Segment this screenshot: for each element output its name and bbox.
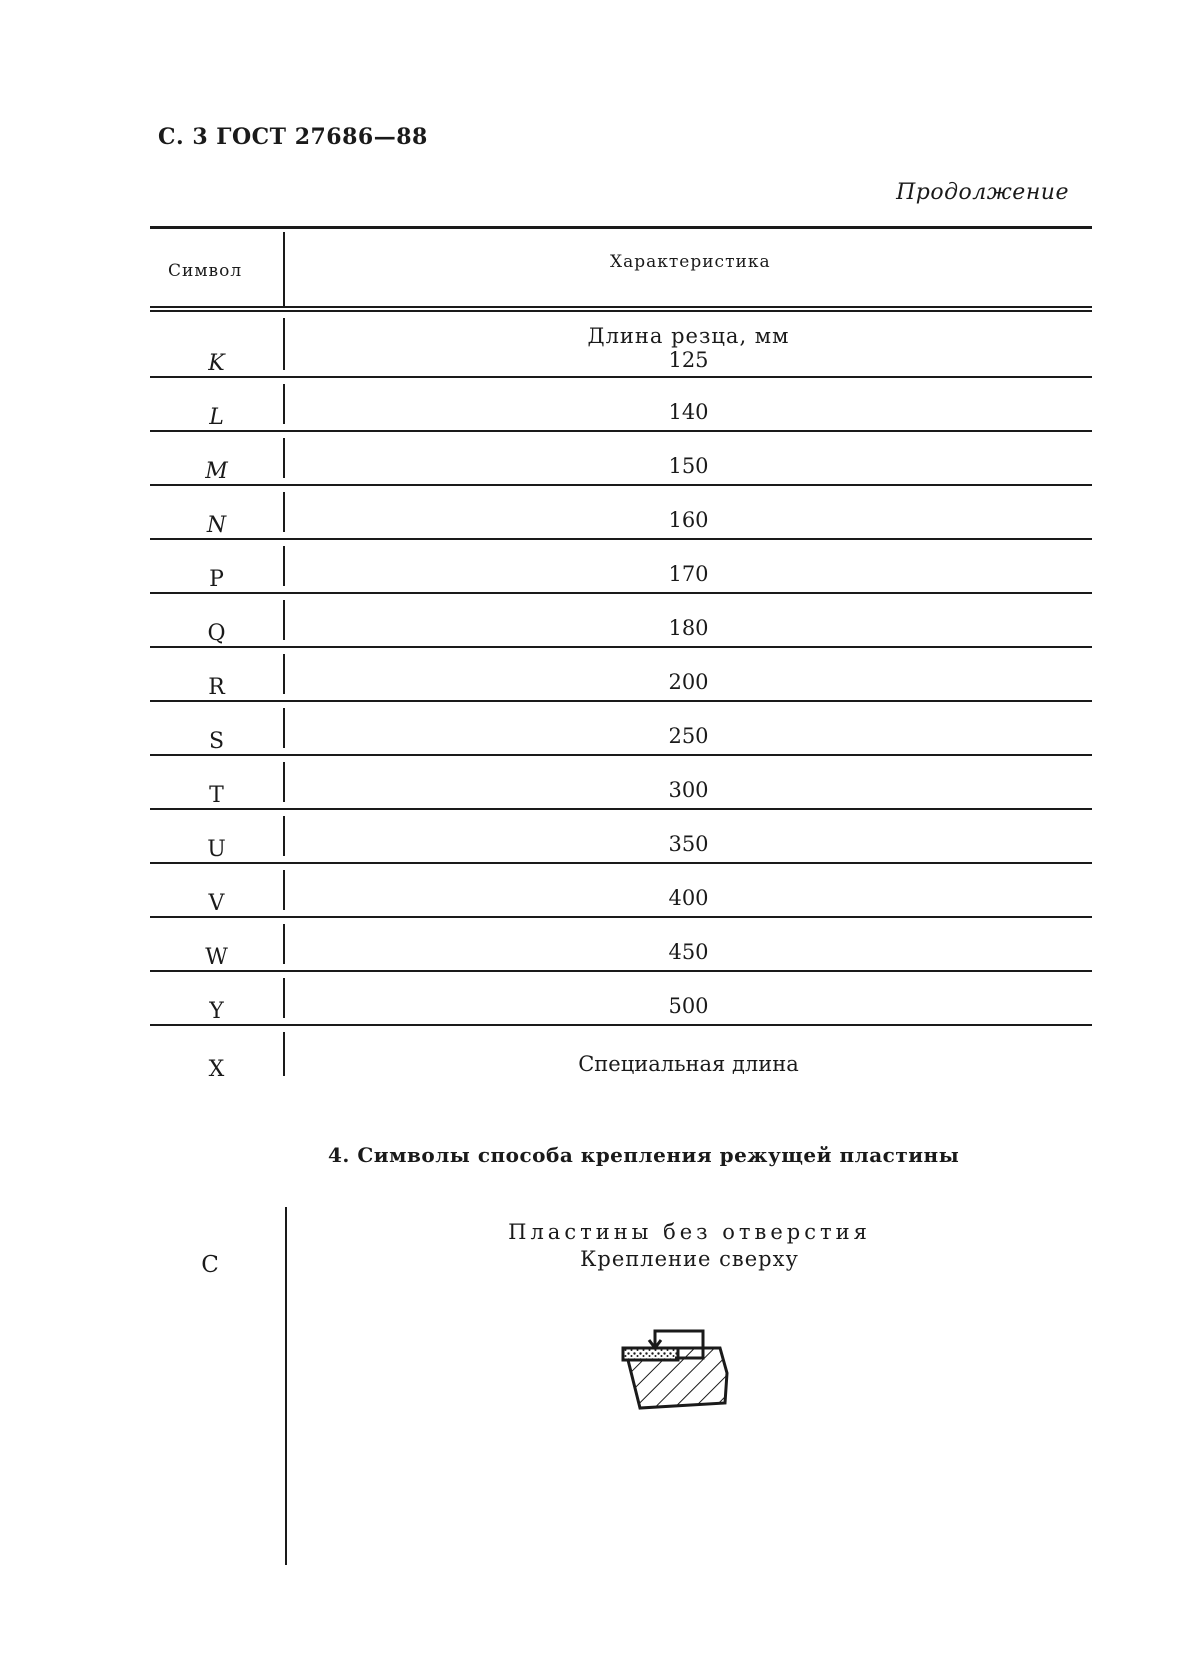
row-symbol: X — [208, 1057, 225, 1082]
row-symbol: T — [209, 783, 224, 808]
row-value: 200 — [668, 670, 709, 694]
table-row — [150, 378, 1092, 432]
row-value: 250 — [668, 724, 709, 748]
row-symbol: P — [209, 567, 224, 592]
row-symbol: Y — [209, 999, 224, 1024]
row-symbol: R — [208, 675, 225, 700]
section-symbol: C — [201, 1252, 219, 1278]
section-description-line2: Крепление сверху — [580, 1247, 799, 1271]
row-symbol: Q — [207, 621, 226, 646]
table-row — [150, 594, 1092, 648]
table-row — [150, 486, 1092, 540]
row-value: 300 — [668, 778, 709, 802]
table-top-rule — [150, 226, 1092, 229]
row-value: 180 — [668, 616, 709, 640]
cutting-insert — [623, 1348, 678, 1360]
row-value: 160 — [668, 508, 709, 532]
column-header-symbol: Символ — [168, 261, 243, 281]
column-header-characteristic: Характеристика — [610, 252, 771, 272]
table-row — [150, 810, 1092, 864]
table-row — [150, 312, 1092, 378]
table-row — [150, 972, 1092, 1026]
row-value: 150 — [668, 454, 709, 478]
table-row — [150, 1026, 1092, 1082]
continuation-label: Продолжение — [896, 180, 1069, 205]
length-subtitle: Длина резца, мм — [587, 324, 790, 348]
table-row — [150, 648, 1092, 702]
row-value: 170 — [668, 562, 709, 586]
row-symbol: U — [207, 837, 226, 862]
row-symbol: S — [208, 729, 225, 754]
page-header: С. 3 ГОСТ 27686—88 — [158, 124, 428, 150]
row-value: 450 — [668, 940, 709, 964]
table-row — [150, 918, 1092, 972]
row-symbol: L — [209, 405, 224, 430]
table-row — [150, 756, 1092, 810]
row-symbol: M — [205, 459, 228, 484]
section-title: 4. Символы способа крепления режущей пластины — [328, 1143, 960, 1167]
row-symbol: K — [208, 351, 225, 376]
section-description-line1: Пластины без отверстия — [508, 1220, 871, 1244]
top-clamping-diagram — [615, 1328, 735, 1418]
row-symbol: V — [208, 891, 225, 916]
row-value: 350 — [668, 832, 709, 856]
row-value: 500 — [668, 994, 709, 1018]
row-value: 125 — [668, 348, 709, 372]
table-row — [150, 864, 1092, 918]
row-value: 400 — [668, 886, 709, 910]
table-body — [150, 312, 1092, 1082]
row-value: 140 — [668, 400, 709, 424]
row-value: Специальная длина — [578, 1052, 799, 1076]
table-row — [150, 702, 1092, 756]
row-symbol: W — [205, 945, 228, 970]
header-divider — [283, 232, 285, 306]
table-row — [150, 432, 1092, 486]
row-symbol: N — [206, 513, 227, 538]
table-row — [150, 540, 1092, 594]
